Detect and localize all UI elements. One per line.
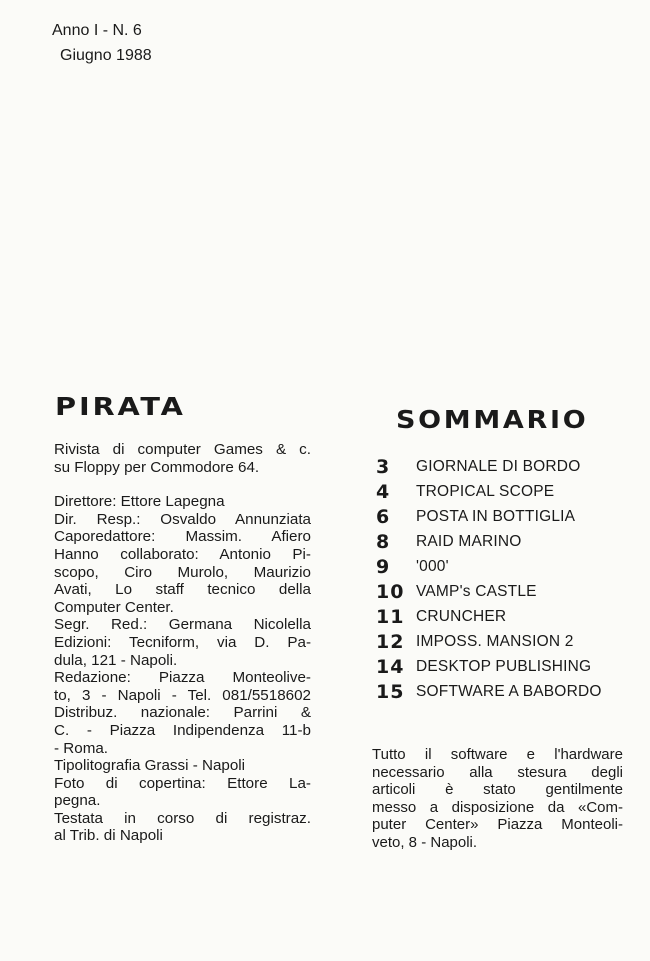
toc-item[interactable]: [376, 579, 602, 604]
subtitle-line: su Floppy per Commodore 64.: [54, 458, 260, 476]
staff-line: Tipolitografia Grassi - Napoli: [54, 757, 246, 775]
issue-date: Giugno 1988: [60, 47, 152, 64]
staff-line: Redazione: Piazza Monteolive-: [54, 669, 311, 687]
toc-item[interactable]: [376, 655, 602, 680]
toc-title: CRUNCHER: [416, 608, 507, 626]
staff-line: Segr. Red.: Germana Nicolella: [54, 616, 311, 634]
table-of-contents: [376, 454, 602, 705]
toc-title: VAMP's CASTLE: [416, 583, 537, 601]
magazine-title: PIRATA: [55, 392, 186, 421]
issue-number: Anno I - N. 6: [52, 22, 142, 39]
toc-page-number: 9: [376, 555, 391, 578]
masthead-colophon: [54, 441, 311, 845]
subtitle-line: Rivista di computer Games & c.: [54, 441, 311, 458]
toc-page-number: 6: [376, 505, 391, 528]
staff-line: Testata in corso di registraz.: [54, 809, 311, 827]
credits-note: [372, 746, 623, 851]
spacer: [54, 476, 311, 493]
staff-line: Direttore: Ettore Lapegna: [54, 493, 225, 511]
toc-item[interactable]: [376, 605, 602, 630]
toc-title: RAID MARINO: [416, 532, 522, 550]
credits-line: messo a disposizione da «Com-: [372, 798, 623, 816]
staff-line: C. - Piazza Indipendenza 11-b: [54, 721, 311, 739]
toc-page-number: 15: [376, 681, 405, 704]
toc-title: SOFTWARE A BABORDO: [416, 683, 602, 701]
toc-title: GIORNALE DI BORDO: [416, 457, 581, 475]
staff-line: Computer Center.: [54, 598, 174, 616]
staff-line: dula, 121 - Napoli.: [54, 651, 178, 669]
issue-info: [52, 18, 152, 68]
toc-item[interactable]: [376, 554, 602, 579]
summary-title: SOMMARIO: [396, 405, 589, 434]
toc-item[interactable]: [376, 479, 602, 504]
toc-title: POSTA IN BOTTIGLIA: [416, 507, 576, 525]
staff-line: Avati, Lo staff tecnico della: [54, 581, 311, 599]
staff-line: Distribuz. nazionale: Parrini &: [54, 704, 311, 722]
credits-line: articoli è stato gentilmente: [372, 781, 623, 798]
toc-title: IMPOSS. MANSION 2: [416, 633, 574, 651]
credits-line: veto, 8 - Napoli.: [372, 833, 478, 851]
staff-line: Foto di copertina: Ettore La-: [54, 774, 311, 792]
credits-line: necessario alla stesura degli: [372, 763, 623, 781]
toc-page-number: 12: [376, 631, 405, 654]
toc-page-number: 10: [376, 581, 405, 604]
staff-line: pegna.: [54, 792, 101, 810]
toc-title: '000': [416, 557, 449, 575]
toc-item[interactable]: [376, 454, 602, 479]
toc-item[interactable]: [376, 504, 602, 529]
toc-page-number: 11: [376, 606, 405, 629]
credits-line: puter Center» Piazza Monteoli-: [372, 816, 623, 833]
credits-line: Tutto il software e l'hardware: [372, 746, 623, 763]
toc-title: DESKTOP PUBLISHING: [416, 658, 592, 676]
staff-line: al Trib. di Napoli: [54, 827, 163, 845]
toc-page-number: 4: [376, 480, 391, 503]
staff-line: Hanno collaborato: Antonio Pi-: [54, 545, 311, 563]
staff-line: Dir. Resp.: Osvaldo Annunziata: [54, 510, 311, 528]
toc-item[interactable]: [376, 529, 602, 554]
staff-line: Caporedattore: Massim. Afiero: [54, 528, 311, 546]
toc-title: TROPICAL SCOPE: [416, 482, 555, 500]
staff-line: Edizioni: Tecniform, via D. Pa-: [54, 633, 311, 651]
staff-line: scopo, Ciro Murolo, Maurizio: [54, 563, 311, 581]
toc-item[interactable]: [376, 630, 602, 655]
toc-page-number: 3: [376, 455, 391, 478]
staff-line: - Roma.: [54, 739, 109, 757]
staff-line: to, 3 - Napoli - Tel. 081/5518602: [54, 686, 311, 704]
toc-page-number: 8: [376, 530, 391, 553]
toc-page-number: 14: [376, 656, 405, 679]
toc-item[interactable]: [376, 680, 602, 705]
